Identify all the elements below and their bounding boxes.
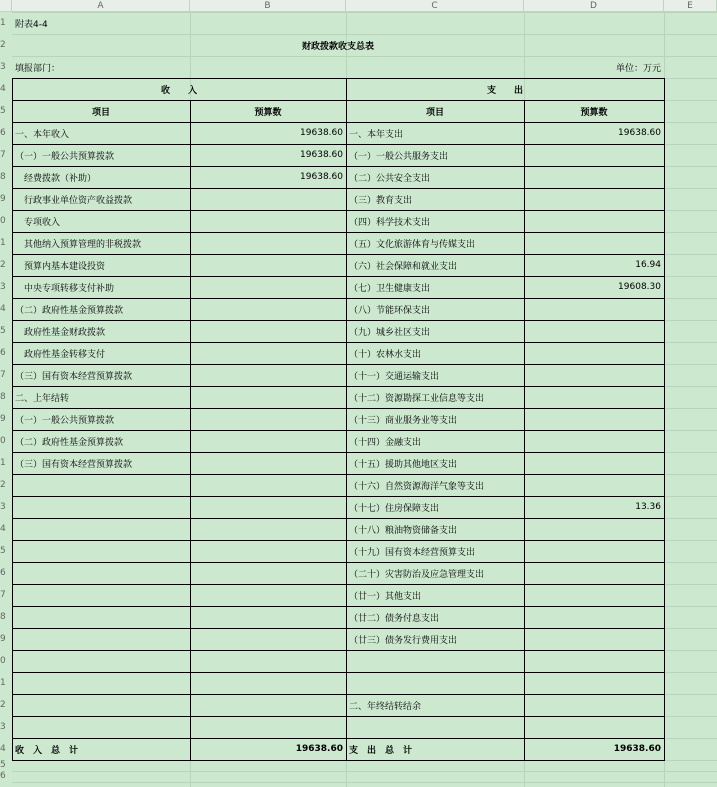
row-number[interactable]: 7: [0, 590, 6, 600]
expense-item-value[interactable]: [524, 144, 664, 166]
expense-item-label[interactable]: （十一）交通运输支出: [349, 371, 440, 382]
table-border-h: [12, 474, 665, 475]
row-number[interactable]: 2: [0, 260, 6, 270]
income-header[interactable]: 收 入: [160, 85, 197, 96]
table-border-v: [664, 78, 665, 761]
row-number[interactable]: 1: [0, 18, 6, 28]
row-number[interactable]: 8: [0, 612, 6, 622]
row-number[interactable]: 8: [0, 392, 6, 402]
income-item-label[interactable]: （一）一般公共预算拨款: [15, 151, 115, 162]
expense-item-value[interactable]: [524, 474, 664, 496]
table-border-h: [12, 650, 665, 651]
table-border-h: [12, 628, 665, 629]
income-item-value[interactable]: 19638.60: [300, 128, 343, 138]
expense-item-label[interactable]: （八）节能环保支出: [349, 305, 431, 316]
income-item-label[interactable]: 二、上年结转: [15, 393, 70, 404]
expense-total-label[interactable]: 支 出 总 计: [349, 745, 413, 756]
table-border-h: [12, 606, 665, 607]
row-number[interactable]: 9: [0, 414, 6, 424]
income-item-label[interactable]: 政府性基金财政拨款: [15, 327, 106, 338]
row-number[interactable]: 3: [0, 722, 6, 732]
income-item-label[interactable]: 经费拨款（补助）: [15, 173, 97, 184]
row-number[interactable]: 5: [0, 546, 6, 556]
column-header-D[interactable]: D: [524, 0, 664, 12]
table-border-h: [12, 342, 665, 343]
expense-item-value[interactable]: [524, 452, 664, 474]
income-item-value[interactable]: [190, 188, 346, 210]
expense-item-label[interactable]: （廿一）其他支出: [349, 591, 422, 602]
income-item-value[interactable]: [190, 408, 346, 430]
table-border-h: [12, 672, 665, 673]
table-border-h: [12, 496, 665, 497]
row-number[interactable]: 1: [0, 458, 6, 468]
income-item-value[interactable]: [190, 298, 346, 320]
gridline-row: [12, 771, 717, 772]
expense-item-label[interactable]: （廿三）债务发行费用支出: [349, 635, 458, 646]
row-number[interactable]: 7: [0, 370, 6, 380]
row-number[interactable]: 4: [0, 524, 6, 534]
row-number[interactable]: 1: [0, 238, 6, 248]
table-border-v: [190, 100, 191, 761]
income-item-value[interactable]: [190, 254, 346, 276]
income-item-label[interactable]: （三）国有资本经营预算拨款: [15, 459, 133, 470]
income-item-value[interactable]: [190, 364, 346, 386]
expense-item-label[interactable]: （四）科学技术支出: [349, 217, 431, 228]
unit-label[interactable]: 单位：万元: [615, 63, 661, 74]
table-border-h: [12, 122, 665, 123]
expense-item-value[interactable]: [524, 716, 664, 738]
income-total-value[interactable]: 19638.60: [295, 744, 343, 754]
expense-item-label[interactable]: （九）城乡社区支出: [349, 327, 431, 338]
expense-header[interactable]: 支 出: [486, 85, 523, 96]
row-number[interactable]: 0: [0, 216, 6, 226]
row-number[interactable]: 2: [0, 700, 6, 710]
expense-item-value[interactable]: 19638.60: [618, 128, 661, 138]
income-item-label[interactable]: （二）政府性基金预算拨款: [15, 437, 124, 448]
income-item-value[interactable]: [190, 386, 346, 408]
income-budget-header[interactable]: 预算数: [254, 107, 282, 118]
row-number[interactable]: 2: [0, 40, 6, 50]
expense-item-label[interactable]: （十三）商业服务业等支出: [349, 415, 458, 426]
expense-item-value[interactable]: [524, 650, 664, 672]
expense-item-value[interactable]: 19608.30: [618, 282, 661, 292]
table-border-v: [12, 78, 13, 761]
table-border-h: [12, 386, 665, 387]
expense-item-value[interactable]: 13.36: [635, 502, 661, 512]
expense-item-value[interactable]: [524, 386, 664, 408]
table-border-v: [524, 100, 525, 761]
row-number[interactable]: 2: [0, 480, 6, 490]
income-item-label[interactable]: （二）政府性基金预算拨款: [15, 305, 124, 316]
row-number[interactable]: 9: [0, 194, 6, 204]
expense-item-value[interactable]: [524, 606, 664, 628]
expense-item-label[interactable]: （十五）援助其他地区支出: [349, 459, 458, 470]
table-border-h: [12, 540, 665, 541]
income-item-label[interactable]: 专项收入: [15, 217, 61, 228]
expense-item-label[interactable]: （七）卫生健康支出: [349, 283, 431, 294]
column-header-A[interactable]: A: [12, 0, 190, 12]
expense-item-value[interactable]: [524, 540, 664, 562]
expense-item-value[interactable]: [524, 584, 664, 606]
row-number[interactable]: 1: [0, 678, 6, 688]
row-number[interactable]: 6: [0, 348, 6, 358]
column-header-C[interactable]: C: [346, 0, 524, 12]
expense-item-label[interactable]: （十八）粮油物资储备支出: [349, 525, 458, 536]
row-number[interactable]: 3: [0, 62, 6, 72]
income-item-value[interactable]: 19638.60: [300, 172, 343, 182]
income-total-label[interactable]: 收 入 总 计: [15, 745, 79, 756]
expense-item-label[interactable]: （十）农林水支出: [349, 349, 422, 360]
expense-item-value[interactable]: [524, 672, 664, 694]
income-item-label[interactable]: 行政事业单位资产收益拨款: [15, 195, 133, 206]
income-item-label[interactable]: （三）国有资本经营预算拨款: [15, 371, 133, 382]
row-number[interactable]: 6: [0, 128, 6, 138]
row-number[interactable]: 3: [0, 502, 6, 512]
expense-total-value[interactable]: 19638.60: [613, 744, 661, 754]
table-border-v: [346, 78, 347, 761]
income-item-value[interactable]: [190, 276, 346, 298]
expense-item-label[interactable]: （十二）资源勘探工业信息等支出: [349, 393, 485, 404]
table-border-h: [12, 408, 665, 409]
row-number[interactable]: 4: [0, 304, 6, 314]
table-id[interactable]: 附表4-4: [15, 19, 48, 30]
report-title[interactable]: 财政拨款收支总表: [301, 41, 374, 52]
expense-item-value[interactable]: [524, 166, 664, 188]
table-border-h: [12, 78, 665, 79]
expense-item-value[interactable]: [524, 298, 664, 320]
row-number[interactable]: 5: [0, 760, 6, 770]
expense-item-value[interactable]: [524, 232, 664, 254]
income-item-header[interactable]: 项目: [91, 107, 110, 118]
expense-item-label[interactable]: [346, 650, 524, 672]
table-border-h: [12, 760, 665, 761]
table-border-h: [12, 276, 665, 277]
expense-item-value[interactable]: [524, 342, 664, 364]
column-header-B[interactable]: B: [190, 0, 346, 12]
table-border-h: [12, 716, 665, 717]
expense-item-label[interactable]: （二）公共安全支出: [349, 173, 431, 184]
expense-item-value[interactable]: [524, 430, 664, 452]
expense-item-label[interactable]: （六）社会保障和就业支出: [349, 261, 458, 272]
table-border-h: [12, 562, 665, 563]
row-number[interactable]: 0: [0, 656, 6, 666]
expense-item-label[interactable]: 二、年终结转结余: [349, 701, 422, 712]
income-item-label[interactable]: 预算内基本建设投资: [15, 261, 106, 272]
row-number[interactable]: 6: [0, 568, 6, 578]
corner-cell[interactable]: [0, 0, 12, 12]
expense-item-label[interactable]: （十六）自然资源海洋气象等支出: [349, 481, 485, 492]
expense-item-value[interactable]: [524, 364, 664, 386]
expense-item-value[interactable]: [524, 694, 664, 716]
expense-item-label[interactable]: （廿二）债务付息支出: [349, 613, 440, 624]
row-number[interactable]: 8: [0, 172, 6, 182]
expense-item-value[interactable]: [524, 210, 664, 232]
expense-item-label[interactable]: （五）文化旅游体育与传媒支出: [349, 239, 476, 250]
expense-item-label[interactable]: （二十）灾害防治及应急管理支出: [349, 569, 485, 580]
table-border-h: [12, 232, 665, 233]
table-border-h: [12, 694, 665, 695]
income-item-label[interactable]: （一）一般公共预算拨款: [15, 415, 115, 426]
table-border-h: [12, 254, 665, 255]
table-border-h: [12, 166, 665, 167]
gridline-row: [12, 782, 717, 783]
expense-item-value[interactable]: [524, 518, 664, 540]
expense-budget-header[interactable]: 预算数: [580, 107, 608, 118]
income-item-label[interactable]: 中央专项转移支付补助: [15, 283, 115, 294]
income-item-value[interactable]: 19638.60: [300, 150, 343, 160]
expense-item-value[interactable]: [524, 408, 664, 430]
row-number[interactable]: 4: [0, 744, 6, 754]
row-number[interactable]: 7: [0, 150, 6, 160]
expense-item-value[interactable]: [524, 562, 664, 584]
row-number[interactable]: 9: [0, 634, 6, 644]
row-number[interactable]: 5: [0, 106, 6, 116]
income-item-value[interactable]: [190, 430, 346, 452]
table-border-h: [12, 452, 665, 453]
table-border-h: [12, 738, 665, 739]
income-item-value[interactable]: [190, 320, 346, 342]
expense-item-label[interactable]: （十九）国有资本经营预算支出: [349, 547, 476, 558]
income-item-label[interactable]: 一、本年收入: [15, 129, 70, 140]
income-item-value[interactable]: [190, 232, 346, 254]
income-item-value[interactable]: [190, 210, 346, 232]
expense-item-value[interactable]: [524, 628, 664, 650]
expense-item-label[interactable]: [346, 672, 524, 694]
row-number[interactable]: 4: [0, 84, 6, 94]
expense-item-value[interactable]: [524, 188, 664, 210]
income-item-value[interactable]: [190, 342, 346, 364]
dept-label[interactable]: 填报部门：: [15, 63, 61, 74]
expense-item-value[interactable]: [524, 320, 664, 342]
row-number[interactable]: 0: [0, 436, 6, 446]
row-number[interactable]: 3: [0, 282, 6, 292]
column-header-E[interactable]: E: [664, 0, 717, 12]
table-border-h: [12, 320, 665, 321]
table-border-h: [12, 100, 665, 101]
expense-item-label[interactable]: [346, 716, 524, 738]
expense-item-label[interactable]: （三）教育支出: [349, 195, 413, 206]
income-item-label[interactable]: 其他纳入预算管理的非税拨款: [15, 239, 142, 250]
table-border-h: [12, 518, 665, 519]
expense-item-header[interactable]: 项目: [425, 107, 444, 118]
row-number[interactable]: 6: [0, 771, 6, 781]
table-border-h: [12, 430, 665, 431]
table-border-h: [12, 144, 665, 145]
row-number[interactable]: 5: [0, 326, 6, 336]
income-item-value[interactable]: [190, 452, 346, 474]
expense-item-label[interactable]: （十四）金融支出: [349, 437, 422, 448]
table-border-h: [12, 188, 665, 189]
expense-item-label[interactable]: （一）一般公共服务支出: [349, 151, 449, 162]
table-border-h: [12, 210, 665, 211]
income-item-label[interactable]: 政府性基金转移支付: [15, 349, 106, 360]
expense-item-value[interactable]: 16.94: [635, 260, 661, 270]
expense-item-label[interactable]: 一、本年支出: [349, 129, 404, 140]
table-border-h: [12, 364, 665, 365]
table-border-h: [12, 298, 665, 299]
expense-item-label[interactable]: （十七）住房保障支出: [349, 503, 440, 514]
table-border-h: [12, 584, 665, 585]
